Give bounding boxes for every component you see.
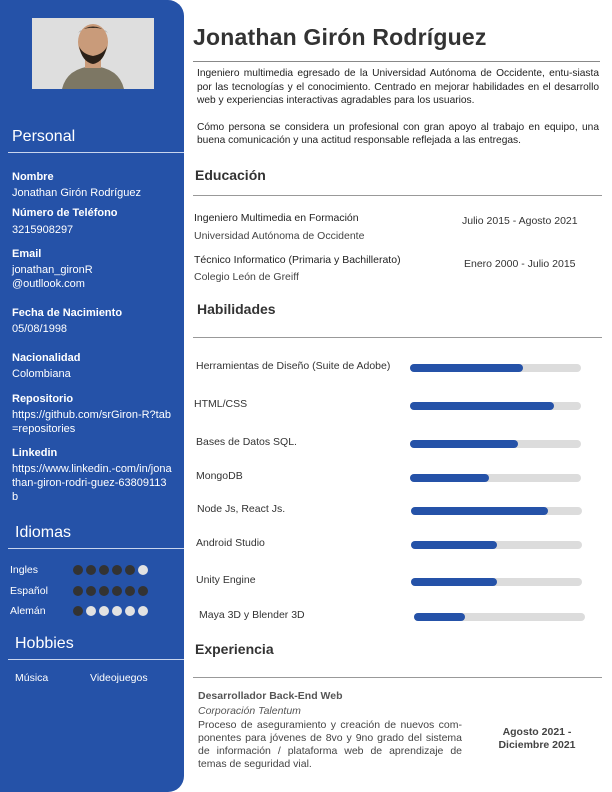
rating-dot-empty <box>138 565 148 575</box>
email-link[interactable]: jonathan_gironR @outllook.com <box>12 264 93 290</box>
hobbies-heading: Hobbies <box>15 635 74 652</box>
skill-bar-fill <box>411 541 497 549</box>
language-name: Español <box>10 585 48 597</box>
skill-name: MongoDB <box>196 470 243 482</box>
hobbies-divider <box>8 659 184 660</box>
email-label: Email <box>12 248 42 260</box>
experience-company: Corporación Talentum <box>198 705 301 717</box>
nationality-label: Nacionalidad <box>12 352 81 364</box>
sidebar <box>0 0 184 792</box>
skill-bar-track <box>411 507 582 515</box>
linkedin-label: Linkedin <box>12 447 58 459</box>
skill-name: Maya 3D y Blender 3D <box>199 609 305 621</box>
skill-bar-fill <box>410 364 523 372</box>
education-institution: Colegio León de Greiff <box>194 271 299 283</box>
rating-dot-filled <box>86 565 96 575</box>
rating-dot-filled <box>73 586 83 596</box>
language-rating-dots <box>73 565 148 575</box>
experience-heading: Experiencia <box>195 641 274 657</box>
skill-name: Node Js, React Js. <box>197 503 286 515</box>
rating-dot-filled <box>73 606 83 616</box>
skill-bar-track <box>410 440 581 448</box>
education-title: Técnico Informatico (Primaria y Bachillerato) <box>194 254 401 266</box>
experience-description: Proceso de aseguramiento y creación de nuevos com-ponentes para jóvenes de 8vo y 9no grado del sistema de información / plataforma web de aprendizaje de temas de seguridad vial. <box>198 719 462 770</box>
skill-bar-track <box>411 541 582 549</box>
repository-label: Repositorio <box>12 393 74 405</box>
education-institution: Universidad Autónoma de Occidente <box>194 230 365 242</box>
education-divider <box>193 195 602 196</box>
skill-name: Herramientas de Diseño (Suite de Adobe) <box>196 360 391 372</box>
experience-date-end: Diciembre 2021 <box>498 739 576 751</box>
skill-name: Android Studio <box>196 537 265 549</box>
skill-bar-fill <box>411 507 548 515</box>
experience-date-start: Agosto 2021 - <box>502 726 572 738</box>
language-rating-dots <box>73 606 148 616</box>
skill-bar-track <box>414 613 585 621</box>
rating-dot-empty <box>112 606 122 616</box>
experience-divider <box>193 677 602 678</box>
language-name: Ingles <box>10 564 39 576</box>
skill-bar-fill <box>414 613 465 621</box>
skill-bar-fill <box>410 440 518 448</box>
experience-role: Desarrollador Back-End Web <box>198 690 343 702</box>
personal-heading: Personal <box>12 128 76 145</box>
language-rating-dots <box>73 586 148 596</box>
skill-name: Unity Engine <box>196 574 256 586</box>
profile-photo <box>32 18 154 89</box>
nationality-value: Colombiana <box>12 368 71 380</box>
languages-divider <box>8 548 184 549</box>
phone-value: 3215908297 <box>12 224 74 236</box>
rating-dot-filled <box>112 565 122 575</box>
education-dates: Julio 2015 - Agosto 2021 <box>462 215 578 227</box>
skill-bar-track <box>411 578 582 586</box>
summary-paragraph: Ingeniero multimedia egresado de la Universidad Autónoma de Occidente, entu-siasta por las tecnologías y el conocimiento. Centrado en mejorar habilidades en el desarrollo web y experiencias interactivas agradables para los usuarios. <box>197 68 599 106</box>
hobby-item: Música <box>15 672 49 684</box>
skill-bar-fill <box>410 474 489 482</box>
education-title: Ingeniero Multimedia en Formación <box>194 212 359 224</box>
skills-heading: Habilidades <box>197 301 276 317</box>
rating-dot-filled <box>125 586 135 596</box>
experience-dates <box>482 726 592 752</box>
linkedin-link[interactable]: https://www.linkedin.-com/in/jonathan-giron-rodri-guez-63809113b <box>12 463 172 503</box>
name-value: Jonathan Girón Rodríguez <box>12 187 142 199</box>
rating-dot-filled <box>99 586 109 596</box>
rating-dot-filled <box>138 586 148 596</box>
rating-dot-empty <box>99 606 109 616</box>
education-heading: Educación <box>195 167 266 183</box>
skill-name: HTML/CSS <box>194 398 248 410</box>
rating-dot-filled <box>112 586 122 596</box>
profile-summary <box>197 67 599 148</box>
birthdate-label: Fecha de Nacimiento <box>12 307 123 319</box>
rating-dot-empty <box>125 606 135 616</box>
summary-paragraph: Cómo persona se considera un profesional con gran apoyo al trabajo en equipo, una buena comunicación y una actitud responsable reflejada a las entregas. <box>197 121 599 146</box>
skill-bar-fill <box>410 402 554 410</box>
name-label: Nombre <box>12 171 54 183</box>
full-name-title: Jonathan Girón Rodríguez <box>193 24 487 50</box>
skill-bar-fill <box>411 578 497 586</box>
hobby-item: Videojuegos <box>90 672 148 684</box>
rating-dot-empty <box>86 606 96 616</box>
title-divider <box>193 61 600 62</box>
phone-label: Número de Teléfono <box>12 207 118 219</box>
skill-bar-track <box>410 474 581 482</box>
skill-bar-track <box>410 364 581 372</box>
rating-dot-filled <box>125 565 135 575</box>
education-dates: Enero 2000 - Julio 2015 <box>464 258 576 270</box>
birthdate-value: 05/08/1998 <box>12 323 68 335</box>
personal-divider <box>8 152 184 153</box>
rating-dot-filled <box>99 565 109 575</box>
rating-dot-empty <box>138 606 148 616</box>
language-name: Alemán <box>10 605 46 617</box>
repository-link[interactable]: https://github.com/srGiron-R?tab=repositories <box>12 409 171 435</box>
skill-bar-track <box>410 402 581 410</box>
languages-heading: Idiomas <box>15 524 72 541</box>
rating-dot-filled <box>86 586 96 596</box>
skill-name: Bases de Datos SQL. <box>196 436 297 448</box>
skills-divider <box>193 337 602 338</box>
rating-dot-filled <box>73 565 83 575</box>
